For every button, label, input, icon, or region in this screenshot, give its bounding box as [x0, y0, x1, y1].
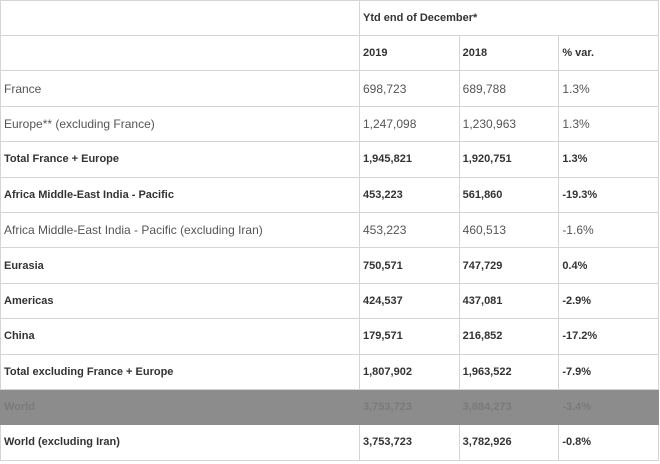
row-label: Total France + Europe: [1, 142, 360, 177]
row-value-2019: 750,571: [360, 248, 460, 283]
header-label-cell: [1, 36, 360, 71]
row-value-2018: 747,729: [459, 248, 559, 283]
row-label: France: [1, 71, 360, 106]
table-row: [1, 177, 659, 212]
row-variation: -0.8%: [559, 425, 659, 460]
table-row: [1, 283, 659, 318]
header-variation: % var.: [559, 36, 659, 71]
row-value-2018: 1,920,751: [459, 142, 559, 177]
row-label: Americas: [1, 283, 360, 318]
row-variation: -2.9%: [559, 283, 659, 318]
row-variation: -7.9%: [559, 354, 659, 389]
row-label: Africa Middle-East India - Pacific: [1, 177, 360, 212]
header-row-period: [1, 1, 659, 36]
row-value-2019: 1,247,098: [360, 106, 460, 141]
row-variation: -3.4%: [559, 389, 659, 424]
row-value-2019: 1,945,821: [360, 142, 460, 177]
table-row: [1, 425, 659, 460]
row-value-2018: 3,782,926: [459, 425, 559, 460]
row-value-2018: 460,513: [459, 212, 559, 247]
header-period: Ytd end of December*: [360, 1, 659, 36]
row-value-2019: 179,571: [360, 319, 460, 354]
header-2019: 2019: [360, 36, 460, 71]
row-variation: -19.3%: [559, 177, 659, 212]
row-variation: 1.3%: [559, 106, 659, 141]
row-label: World (excluding Iran): [1, 425, 360, 460]
header-2018: 2018: [459, 36, 559, 71]
row-label: Europe** (excluding France): [1, 106, 360, 141]
row-value-2019: 453,223: [360, 212, 460, 247]
row-value-2019: 424,537: [360, 283, 460, 318]
row-variation: -1.6%: [559, 212, 659, 247]
table-row: [1, 71, 659, 106]
row-value-2018: 1,963,522: [459, 354, 559, 389]
table-row: [1, 248, 659, 283]
row-value-2018: 3,884,273: [459, 389, 559, 424]
row-variation: 1.3%: [559, 71, 659, 106]
row-label: China: [1, 319, 360, 354]
table-row: [1, 319, 659, 354]
row-value-2019: 3,753,723: [360, 425, 460, 460]
header-empty-cell: [1, 1, 360, 36]
row-variation: 0.4%: [559, 248, 659, 283]
table-row: [1, 142, 659, 177]
row-label: Total excluding France + Europe: [1, 354, 360, 389]
row-value-2018: 689,788: [459, 71, 559, 106]
row-value-2018: 437,081: [459, 283, 559, 318]
row-value-2019: 698,723: [360, 71, 460, 106]
row-value-2018: 561,860: [459, 177, 559, 212]
table-row: [1, 389, 659, 424]
row-variation: 1.3%: [559, 142, 659, 177]
row-label: Africa Middle-East India - Pacific (excluding Iran): [1, 212, 360, 247]
row-label: Eurasia: [1, 248, 360, 283]
row-variation: -17.2%: [559, 319, 659, 354]
row-label: World: [1, 389, 360, 424]
table-row: [1, 212, 659, 247]
row-value-2019: 1,807,902: [360, 354, 460, 389]
row-value-2018: 1,230,963: [459, 106, 559, 141]
table-row: [1, 106, 659, 141]
row-value-2019: 453,223: [360, 177, 460, 212]
table-row: [1, 354, 659, 389]
row-value-2019: 3,753,723: [360, 389, 460, 424]
header-row-columns: [1, 36, 659, 71]
row-value-2018: 216,852: [459, 319, 559, 354]
